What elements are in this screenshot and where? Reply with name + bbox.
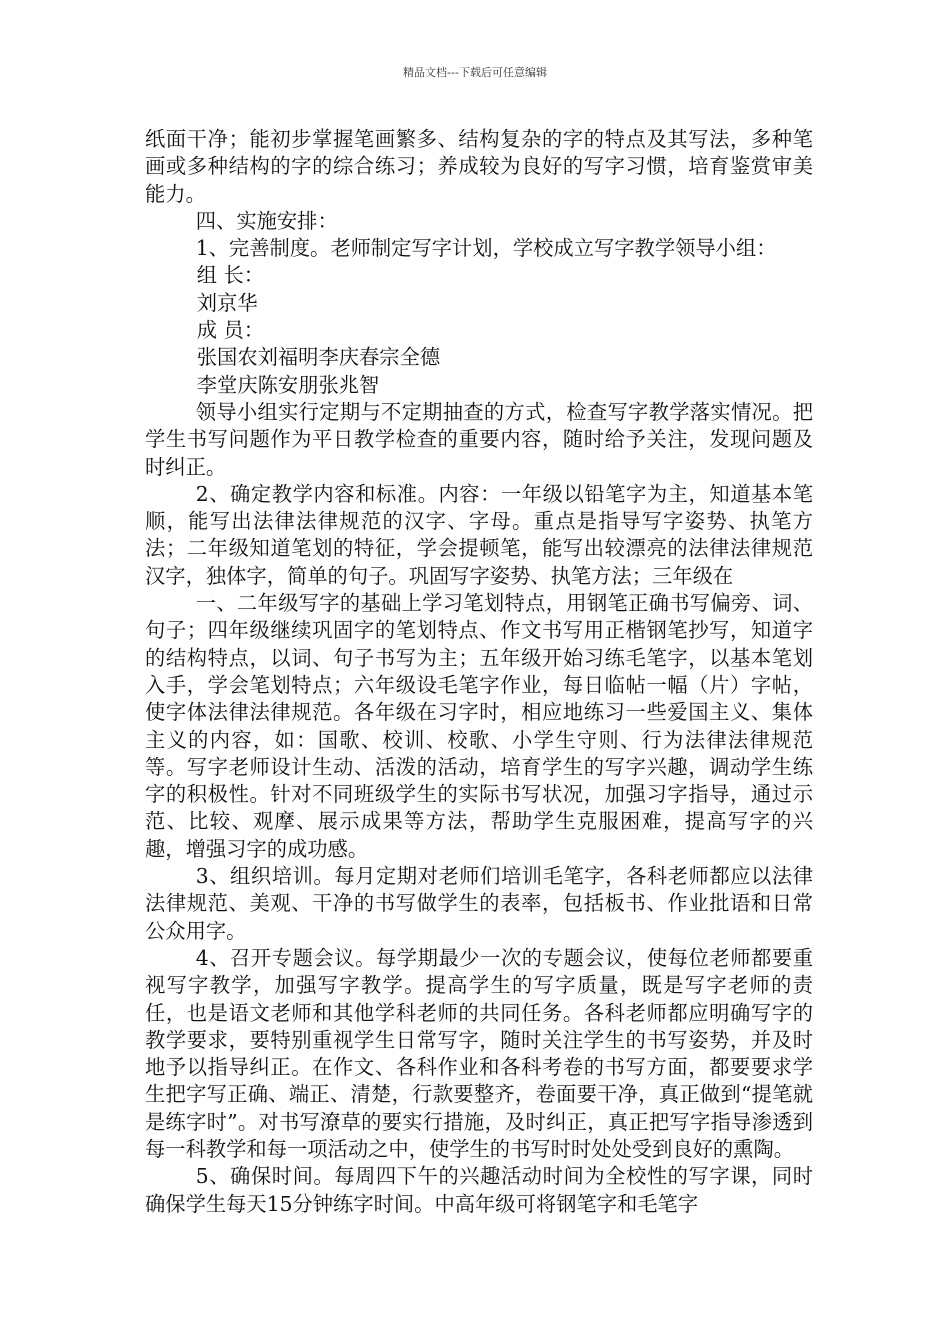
paragraph-grades: 一、二年级写字的基础上学习笔划特点，用钢笔正确书写偏旁、词、句子；四年级继续巩固字的笔划特点、作文书写用正楷钢笔抄写，知道字的结构特点，以词、句子书写为主；五年级开始习练毛笔字，以基本笔划入手，学会笔划特点；六年级设毛笔字作业，每日临帖一幅（片）字帖，使字体法律法律规范。各年级在习字时，相应地练习一些爱国主义、集体主义的内容，如：国歌、校训、校歌、小学生守则、行为法律法律规范等。写字老师设计生动、活泼的活动，培育学生的写字兴趣，调动学生练字的积极性。针对不同班级学生的实际书写状况，加强习字指导，通过示范、比较、观摩、展示成果等方法，帮助学生克服困难，提高写字的兴趣，增强习字的成功感。 <box>145 591 813 861</box>
group-members-line-2: 李堂庆陈安朋张兆智 <box>196 372 380 397</box>
group-members-line-1: 张国农刘福明李庆春宗全德 <box>196 345 441 370</box>
paragraph-inspection: 领导小组实行定期与不定期抽查的方式，检查写字教学落实情况。把学生书写问题作为平日教学检查的重要内容，随时给予关注，发现问题及时纠正。 <box>145 399 813 479</box>
group-leader-name: 刘京华 <box>196 290 258 315</box>
group-leader-label: 组 长： <box>196 263 265 288</box>
page-header: 精品文档---下载后可任意编辑 <box>403 66 547 79</box>
document-body <box>145 126 813 1218</box>
group-members-label: 成 员： <box>196 318 265 343</box>
paragraph-intro: 纸面干净；能初步掌握笔画繁多、结构复杂的字的特点及其写法，多种笔画或多种结构的字的综合练习；养成较为良好的写字习惯，培育鉴赏审美能力。 <box>145 127 813 206</box>
paragraph-item-5: 5、确保时间。每周四下午的兴趣活动时间为全校性的写字课，同时确保学生每天15分钟练字时间。中高年级可将钢笔字和毛笔字 <box>145 1164 813 1216</box>
paragraph-item-3: 3、组织培训。每月定期对老师们培训毛笔字，各科老师都应以法律法律规范、美观、干净的书写做学生的表率，包括板书、作业批语和日常公众用字。 <box>145 864 813 943</box>
paragraph-item-2: 2、确定教学内容和标准。内容：一年级以铅笔字为主，知道基本笔顺，能写出法律法律规范的汉字、字母。重点是指导写字姿势、执笔方法；二年级知道笔划的特征，学会提顿笔，能写出较漂亮的法律法律规范汉字，独体字，简单的句子。巩固写字姿势、执笔方法；三年级在 <box>145 481 813 588</box>
paragraph-item-4: 4、召开专题会议。每学期最少一次的专题会议，使每位老师都要重视写字教学，加强写字教学。提高学生的写字质量，既是写字老师的责任，也是语文老师和其他学科老师的共同任务。各科老师都应明确写字的教学要求，要特别重视学生日常写字，随时关注学生的书写姿势，并及时地予以指导纠正。在作文、各科作业和各科考卷的书写方面，都要要求学生把字写正确、端正、清楚，行款要整齐，卷面要干净，真正做到“提笔就是练字时”。对书写潦草的要实行措施，及时纠正，真正把写字指导渗透到每一科教学和每一项活动之中，使学生的书写时时处处受到良好的熏陶。 <box>145 945 813 1161</box>
section-heading-implementation: 四、实施安排： <box>195 208 338 233</box>
paragraph-item-1: 1、完善制度。老师制定写字计划，学校成立写字教学领导小组： <box>195 236 777 261</box>
